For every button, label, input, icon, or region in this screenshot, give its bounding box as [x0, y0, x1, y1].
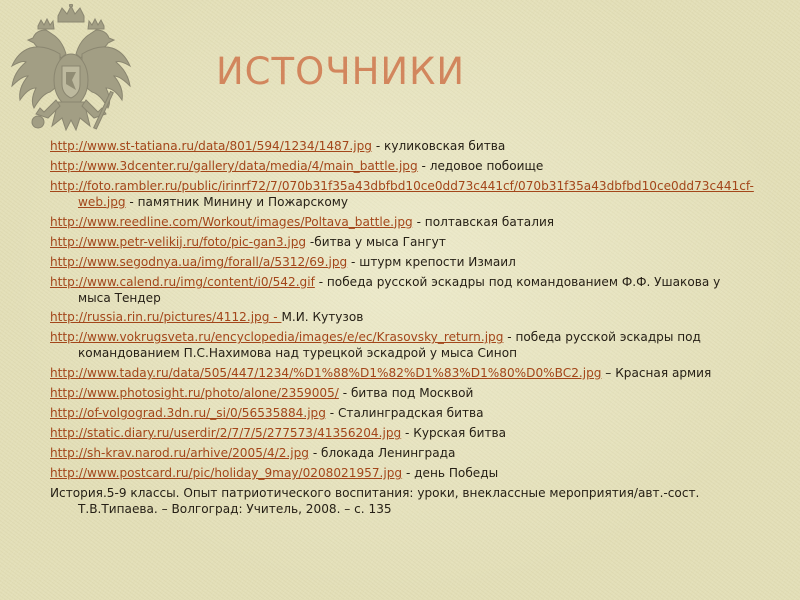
sources-list [50, 139, 755, 522]
source-link[interactable]: http://www.photosight.ru/photo/alone/2359005/ [50, 386, 339, 401]
source-description: -битва у мыса Гангут [306, 234, 446, 249]
source-item [50, 215, 755, 231]
source-link[interactable]: http://www.calend.ru/img/content/i0/542.gif [50, 274, 315, 289]
source-description: - Курская битва [401, 426, 507, 441]
source-description: - штурм крепости Измаил [347, 254, 516, 269]
source-description: - памятник Минину и Пожарскому [125, 194, 349, 209]
source-description: – Красная армия [601, 366, 712, 381]
source-description: - битва под Москвой [338, 386, 474, 401]
source-link[interactable]: http://www.st-tatiana.ru/data/801/594/1234/1487.jpg [50, 139, 372, 153]
source-item [50, 366, 755, 382]
source-item [50, 255, 755, 271]
slide-title: ИСТОЧНИКИ [216, 50, 466, 93]
source-link[interactable]: http://www.taday.ru/data/505/447/1234/%D1%88%D1%82%D1%83%D1%80%D0%BC2.jpg [50, 366, 602, 381]
source-link[interactable]: http://www.3dcenter.ru/gallery/data/media/4/main_battle.jpg [50, 158, 418, 173]
source-link[interactable]: http://www.reedline.com/Workout/images/Poltava_battle.jpg [50, 214, 413, 229]
source-description: - день Победы [402, 466, 499, 481]
source-item [50, 235, 755, 251]
source-item [50, 310, 755, 326]
source-description: - Сталинградская битва [325, 406, 484, 421]
source-description: - победа русской эскадры под командованием Ф.Ф. Ушакова у мыса Тендер [78, 274, 721, 305]
source-item [50, 406, 755, 422]
source-link[interactable]: http://of-volgograd.3dn.ru/_si/0/56535884.jpg [50, 406, 326, 421]
source-item [50, 330, 755, 362]
double-headed-eagle-emblem [6, 4, 136, 139]
source-item [50, 446, 755, 462]
source-link[interactable]: http://www.petr-velikij.ru/foto/pic-gan3.jpg [50, 234, 307, 249]
source-description: - блокада Ленинграда [308, 446, 456, 461]
source-description: М.И. Кутузов [281, 310, 364, 325]
source-item [50, 426, 755, 442]
source-description: - полтавская баталия [412, 214, 555, 229]
source-item [50, 159, 755, 175]
source-link[interactable]: http://russia.rin.ru/pictures/4112.jpg - [50, 310, 282, 325]
source-link[interactable]: http://sh-krav.narod.ru/arhive/2005/4/2.jpg [50, 446, 309, 461]
source-item [50, 139, 755, 155]
source-link[interactable]: http://www.segodnya.ua/img/forall/a/5312/69.jpg [50, 254, 348, 269]
source-link[interactable]: http://www.vokrugsveta.ru/encyclopedia/images/e/ec/Krasovsky_return.jpg [50, 330, 504, 345]
source-item [50, 466, 755, 482]
source-item [50, 179, 755, 211]
source-item [50, 386, 755, 402]
source-item [50, 275, 755, 307]
source-link[interactable]: http://foto.rambler.ru/public/irinrf72/7/070b31f35a43dbfbd10ce0dd73c441cf/070b31f35a43dbfbd10ce0dd73c441cf-web.jpg [50, 178, 754, 209]
source-link[interactable]: http://www.postcard.ru/pic/holiday_9may/0208021957.jpg [50, 466, 403, 481]
reference-item: История.5-9 классы. Опыт патриотического воспитания: уроки, внеклассные мероприятия/авт.-сост. Т.В.Типаева. – Волгоград: Учитель, 2008. – с. 135 [50, 486, 700, 516]
source-link[interactable]: http://static.diary.ru/userdir/2/7/7/5/277573/41356204.jpg [50, 426, 402, 441]
source-description: - куликовская битва [371, 139, 506, 153]
source-description: - ледовое побоище [417, 158, 544, 173]
source-description: - победа русской эскадры под командованием П.С.Нахимова над турецкой эскадрой у мыса Синоп [78, 330, 701, 361]
